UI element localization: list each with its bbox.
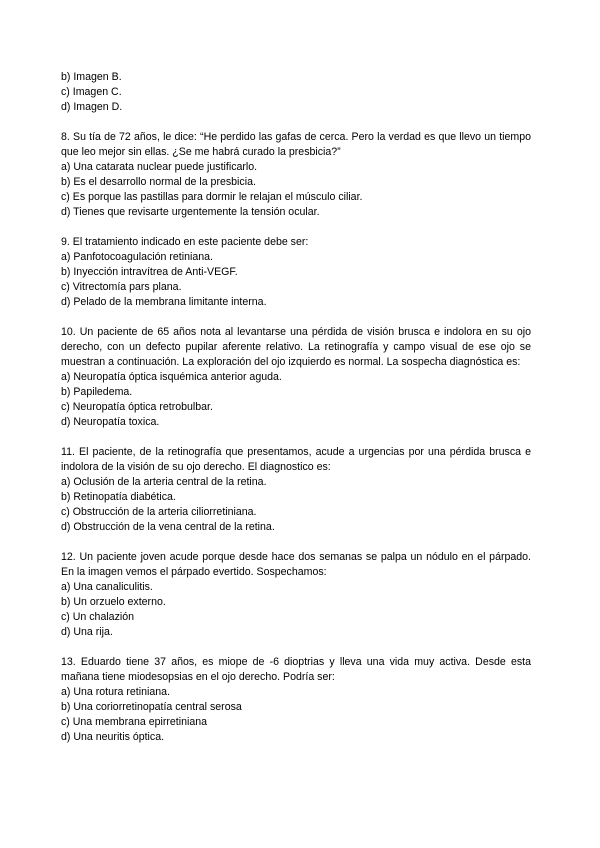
question-9	[61, 235, 531, 310]
question-stem: 10. Un paciente de 65 años nota al levantarse una pérdida de visión brusca e indolora en su ojo derecho, con un defecto pupilar aferente relativo. La retinografía y campo visual de ese ojo se muestran a continuación. La exploración del ojo izquierdo es normal. La sospecha diagnóstica es:	[61, 326, 531, 368]
question-stem: 13. Eduardo tiene 37 años, es miope de -6 dioptrias y lleva una vida muy activa. Desde esta mañana tiene miodesopsias en el ojo derecho. Podría ser:	[61, 656, 531, 683]
option-a: a) Panfotocoagulación retiniana.	[61, 251, 213, 263]
option-d: d) Neuropatía toxica.	[61, 416, 160, 428]
question-stem: 11. El paciente, de la retinografía que presentamos, acude a urgencias por una pérdida brusca e indolora de la visión de su ojo derecho. El diagnostico es:	[61, 446, 531, 473]
option-c: c) Obstrucción de la arteria ciliorretiniana.	[61, 506, 257, 518]
option-c: c) Neuropatía óptica retrobulbar.	[61, 401, 213, 413]
option-d: d) Imagen D.	[61, 101, 123, 113]
question-stem: 12. Un paciente joven acude porque desde hace dos semanas se palpa un nódulo en el párpado. En la imagen vemos el párpado evertido. Sospechamos:	[61, 551, 531, 578]
option-b: b) Un orzuelo externo.	[61, 596, 166, 608]
question-11	[61, 445, 531, 535]
option-a: a) Una canaliculitis.	[61, 581, 153, 593]
question-stem: 8. Su tía de 72 años, le dice: “He perdido las gafas de cerca. Pero la verdad es que llevo un tiempo que leo mejor sin ellas. ¿Se me habrá curado la presbicia?”	[61, 131, 531, 158]
option-d: d) Obstrucción de la vena central de la retina.	[61, 521, 275, 533]
option-b: b) Retinopatía diabética.	[61, 491, 176, 503]
question-7-tail	[61, 70, 531, 115]
option-c: c) Imagen C.	[61, 86, 122, 98]
option-b: b) Papiledema.	[61, 386, 133, 398]
option-c: c) Un chalazión	[61, 611, 135, 623]
question-10	[61, 325, 531, 430]
question-stem: 9. El tratamiento indicado en este paciente debe ser:	[61, 236, 309, 248]
question-12	[61, 550, 531, 640]
document-page	[61, 70, 531, 745]
question-13	[61, 655, 531, 745]
option-c: c) Una membrana epirretiniana	[61, 716, 208, 728]
option-a: a) Una rotura retiniana.	[61, 686, 170, 698]
option-a: a) Oclusión de la arteria central de la retina.	[61, 476, 267, 488]
option-b: b) Una coriorretinopatía central serosa	[61, 701, 242, 713]
option-c: c) Es porque las pastillas para dormir le relajan el músculo ciliar.	[61, 191, 363, 203]
option-c: c) Vitrectomía pars plana.	[61, 281, 182, 293]
option-d: d) Pelado de la membrana limitante interna.	[61, 296, 267, 308]
option-d: d) Una rija.	[61, 626, 113, 638]
option-d: d) Una neuritis óptica.	[61, 731, 165, 743]
option-b: b) Imagen B.	[61, 71, 122, 83]
option-a: a) Neuropatía óptica isquémica anterior aguda.	[61, 371, 282, 383]
option-b: b) Inyección intravítrea de Anti-VEGF.	[61, 266, 238, 278]
option-d: d) Tienes que revisarte urgentemente la tensión ocular.	[61, 206, 320, 218]
option-a: a) Una catarata nuclear puede justificarlo.	[61, 161, 258, 173]
question-8	[61, 130, 531, 220]
option-b: b) Es el desarrollo normal de la presbicia.	[61, 176, 256, 188]
